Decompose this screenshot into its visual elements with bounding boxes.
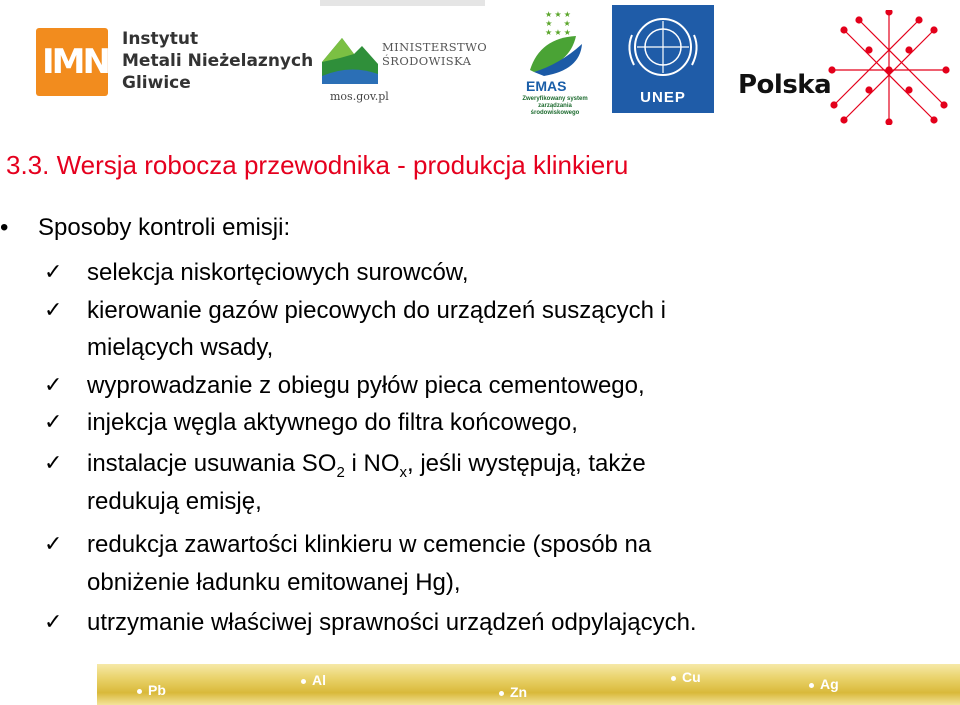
mountain-landscape-icon [320, 24, 380, 86]
checkmark-icon: ✓ [44, 372, 63, 398]
dot-icon [499, 691, 504, 696]
ministry-url: mos.gov.pl [330, 90, 389, 103]
emas-logo [520, 8, 590, 118]
polska-logo [738, 10, 960, 125]
dot-icon [809, 683, 814, 688]
unep-word: UNEP [640, 89, 686, 106]
imn-logo [36, 28, 316, 98]
element-label-al: Al [301, 672, 326, 688]
dot-icon [671, 676, 676, 681]
emas-leaf-icon [520, 30, 590, 80]
ministry-of-environment-logo [320, 0, 488, 111]
intro-text: Sposoby kontroli emisji: [38, 214, 291, 241]
checkmark-icon: ✓ [44, 610, 63, 635]
element-label-ag: Ag [809, 676, 839, 692]
imn-logo-text: Instytut Metali Nieżelaznych Gliwice [122, 29, 314, 93]
bullet-icon: • [0, 214, 9, 241]
footer-elements-strip [97, 664, 960, 705]
checkmark-icon: ✓ [44, 260, 63, 285]
checkmark-icon: ✓ [44, 297, 63, 323]
dot-icon [301, 679, 306, 684]
unep-logo [612, 5, 714, 113]
slide-title: 3.3. Wersja robocza przewodnika - produkcja klinkieru [6, 150, 629, 180]
ministry-name: MINISTERSTWO ŚRODOWISKA [382, 40, 488, 68]
checkmark-icon: ✓ [44, 451, 63, 476]
un-emblem-icon [612, 5, 714, 89]
dot-icon [137, 689, 142, 694]
checkmark-icon: ✓ [44, 410, 63, 435]
polska-kite-icon [824, 10, 954, 125]
imn-logo-mark: IMN [36, 28, 108, 96]
checkmark-icon: ✓ [44, 532, 63, 557]
element-label-pb: Pb [137, 682, 166, 698]
emas-word: EMAS [526, 78, 567, 94]
polska-word: Polska [738, 70, 832, 100]
element-label-zn: Zn [499, 684, 527, 700]
eu-stars-icon: ★ ★ ★ ★ ★ ★ ★ ★ [545, 10, 571, 37]
emas-subtitle: Zweryfikowany system zarządzania środowiskowego [522, 96, 588, 116]
element-label-cu: Cu [671, 669, 701, 685]
